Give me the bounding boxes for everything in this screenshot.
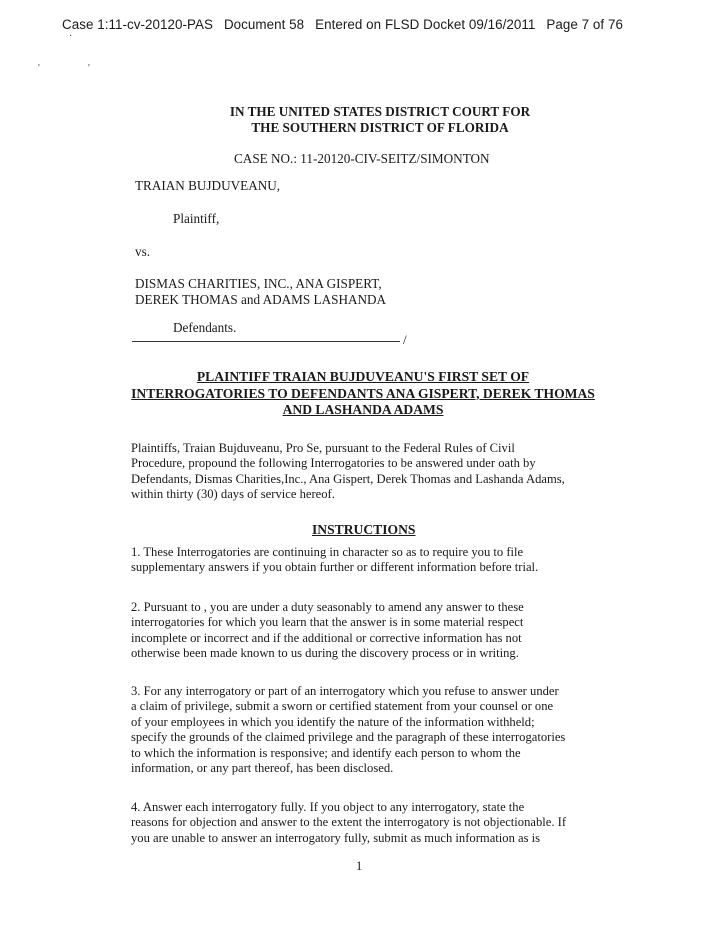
instruction-line: a claim of privilege, submit a sworn or certified statement from your counsel or one	[131, 699, 554, 714]
instruction-line: 1. These Interrogatories are continuing in character so as to require you to file	[131, 545, 524, 559]
header-document: Document 58	[223, 17, 305, 32]
instruction-line: interrogatories for which you learn that the answer is in some material respect	[131, 615, 524, 630]
plaintiff-name: TRAIAN BUJDUVEANU,	[135, 178, 281, 193]
instruction-line: 3. For any interrogatory or part of an interrogatory which you refuse to answer under	[131, 684, 559, 698]
court-line-1: IN THE UNITED STATES DISTRICT COURT FOR	[229, 104, 531, 119]
header-entered: Entered on FLSD Docket 09/16/2011	[315, 17, 536, 32]
scan-mark: '	[88, 63, 90, 74]
intro-line: Plaintiffs, Traian Bujduveanu, Pro Se, pursuant to the Federal Rules of Civil	[131, 441, 515, 455]
title-line-3: AND LASHANDA ADAMS	[282, 402, 444, 417]
instruction-line: supplementary answers if you obtain further or different information before trial.	[131, 560, 539, 575]
plaintiff-label: Plaintiff,	[173, 211, 220, 226]
instruction-line: specify the grounds of the claimed privilege and the paragraph of these interrogatories	[131, 730, 566, 745]
instruction-2	[131, 600, 601, 662]
case-number: CASE NO.: 11-20120-CIV-SEITZ/SIMONTON	[234, 151, 490, 166]
court-line-2: THE SOUTHERN DISTRICT OF FLORIDA	[251, 120, 509, 135]
docket-header	[62, 17, 672, 32]
instruction-1	[131, 545, 601, 576]
caption-rule	[132, 341, 400, 342]
instruction-line: otherwise been made known to us during the discovery process or in writing.	[131, 646, 519, 661]
instructions-heading: INSTRUCTIONS	[312, 522, 416, 537]
intro-line: within thirty (30) days of service hereof.	[131, 487, 335, 502]
instruction-line: to which the information is responsive; and identify each person to whom the	[131, 745, 521, 760]
intro-line: Procedure, propound the following Interrogatories to be answered under oath by	[131, 456, 536, 471]
header-page: Page 7 of 76	[546, 17, 623, 32]
instruction-4	[131, 800, 601, 846]
court-heading	[150, 104, 610, 136]
instruction-line: incomplete or incorrect and if the additional or corrective information has not	[131, 630, 522, 645]
instruction-line: information, or any part thereof, has been disclosed.	[131, 761, 394, 776]
intro-line: Defendants, Dismas Charities,Inc., Ana Gispert, Derek Thomas and Lashanda Adams,	[131, 471, 565, 486]
defendants-line-2: DEREK THOMAS and ADAMS LASHANDA	[135, 292, 387, 307]
instruction-line: you are unable to answer an interrogatory fully, submit as much information as is	[131, 830, 541, 845]
title-line-2: INTERROGATORIES TO DEFENDANTS ANA GISPERT, DEREK THOMAS	[131, 385, 595, 401]
instruction-line: reasons for objection and answer to the extent the interrogatory is not objectionable. If	[131, 815, 567, 830]
instruction-line: 2. Pursuant to , you are under a duty seasonably to amend any answer to these	[131, 600, 524, 614]
scan-mark: '	[38, 63, 40, 74]
instruction-line: of your employees in which you identify the nature of the information withheld;	[131, 714, 535, 729]
instruction-line: 4. Answer each interrogatory fully. If you object to any interrogatory, state the	[131, 800, 525, 814]
document-title	[128, 369, 598, 419]
caption-slash: /	[403, 332, 407, 347]
defendants-label: Defendants.	[173, 320, 237, 335]
scan-mark: ·	[69, 31, 73, 42]
page-number: 1	[356, 859, 363, 873]
versus: vs.	[135, 244, 151, 259]
intro-paragraph	[131, 441, 601, 503]
instruction-3	[131, 684, 601, 776]
defendants-line-1: DISMAS CHARITIES, INC., ANA GISPERT,	[135, 276, 382, 291]
header-case: Case 1:11-cv-20120-PAS	[62, 17, 213, 32]
title-line-1: PLAINTIFF TRAIAN BUJDUVEANU'S FIRST SET OF	[196, 369, 530, 384]
